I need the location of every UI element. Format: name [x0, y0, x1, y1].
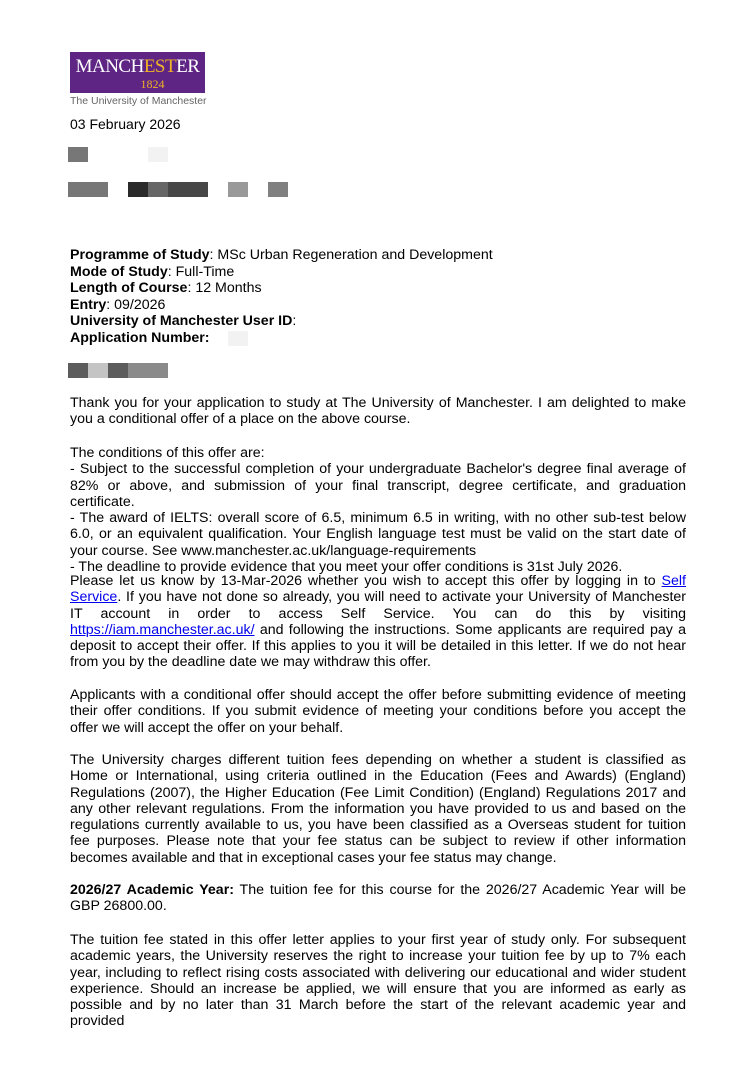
detail-mode: Mode of Study: Full-Time — [70, 263, 235, 280]
conditions-paragraph — [70, 445, 686, 575]
intro-paragraph: Thank you for your application to study at The University of Manchester. I am delighted to make you a conditional offer of a place on the above course. — [70, 395, 686, 428]
logo-year: 1824 — [140, 77, 165, 91]
logo-text: ER — [176, 56, 200, 77]
tuition-fee-paragraph: 2026/27 Academic Year: The tuition fee for this course for the 2026/27 Academic Year will be GBP 26800.00. — [70, 882, 686, 915]
letter-date: 03 February 2026 — [70, 116, 181, 132]
condition-item: - The award of IELTS: overall score of 6.5, minimum 6.5 in writing, with no other sub-test below 6.0, or an equivalent qualification. Your English language test must be valid on the start date of your course. See www.manchester.ac.uk/language-requirements — [70, 510, 686, 559]
detail-programme: Programme of Study: MSc Urban Regeneration and Development — [70, 247, 493, 263]
fee-increase-paragraph: The tuition fee stated in this offer letter applies to your first year of study only. For subsequent academic years, the University reserves the right to increase your tuition fee by up to 7% each year, including to reflect rising costs associated with delivering our educational and wider student experience. Should an increase be applied, we will ensure that you are informed as early as possible and by no later than 31 March before the start of the relevant academic year and provided — [70, 932, 686, 1030]
logo-text: EST — [143, 56, 177, 77]
logo-text: MANCH — [75, 56, 144, 77]
conditional-offer-paragraph: Applicants with a conditional offer should accept the offer before submitting evidence of meeting their offer conditions. If you submit evidence of meeting your conditions before you accept the offer we will accept the offer on your behalf. — [70, 687, 686, 736]
university-logo — [70, 52, 205, 93]
iam-link[interactable]: https://iam.manchester.ac.uk/ — [70, 621, 255, 638]
university-name: The University of Manchester — [70, 95, 207, 107]
detail-user-id: University of Manchester User ID: — [70, 313, 297, 330]
self-service-link[interactable]: Self Service — [70, 573, 686, 606]
condition-item: - The deadline to provide evidence that you meet your offer conditions is 31st July 2026. — [70, 559, 623, 576]
detail-length: Length of Course: 12 Months — [70, 280, 262, 297]
accept-paragraph: Please let us know by 13-Mar-2026 whether you wish to accept this offer by logging in to Self Service. If you have not done so already, you will need to activate your University of Manchester IT account in order to access Self Service. You can do this by visiting https://iam.manchester.ac.uk/ and following the instructions. Some applicants are required pay a deposit to accept their offer. If this applies to you it will be detailed in this letter. If we do not hear from you by the deadline date we may withdraw this offer. — [70, 573, 686, 671]
detail-entry: Entry: 09/2026 — [70, 296, 166, 313]
detail-application-number: Application Number: — [70, 329, 210, 346]
conditions-intro: The conditions of this offer are: — [70, 445, 265, 461]
fee-status-paragraph: The University charges different tuition fees depending on whether a student is classified as Home or International, using criteria outlined in the Education (Fees and Awards) (England) Regulations (2007), the Higher Education (Fee Limit Condition) (England) Regulations 2017 and any other relevant regulations. From the information you have provided to us and based on the regulations currently available to us, you have been classified as a Overseas student for tuition fee purposes. Please note that your fee status can be subject to review if other information becomes available and that in exceptional cases your fee status may change. — [70, 752, 686, 866]
programme-details — [70, 247, 493, 347]
condition-item: - Subject to the successful completion of your undergraduate Bachelor's degree final average of 82% or above, and submission of your final transcript, degree certificate, and graduation certificate. — [70, 461, 686, 510]
